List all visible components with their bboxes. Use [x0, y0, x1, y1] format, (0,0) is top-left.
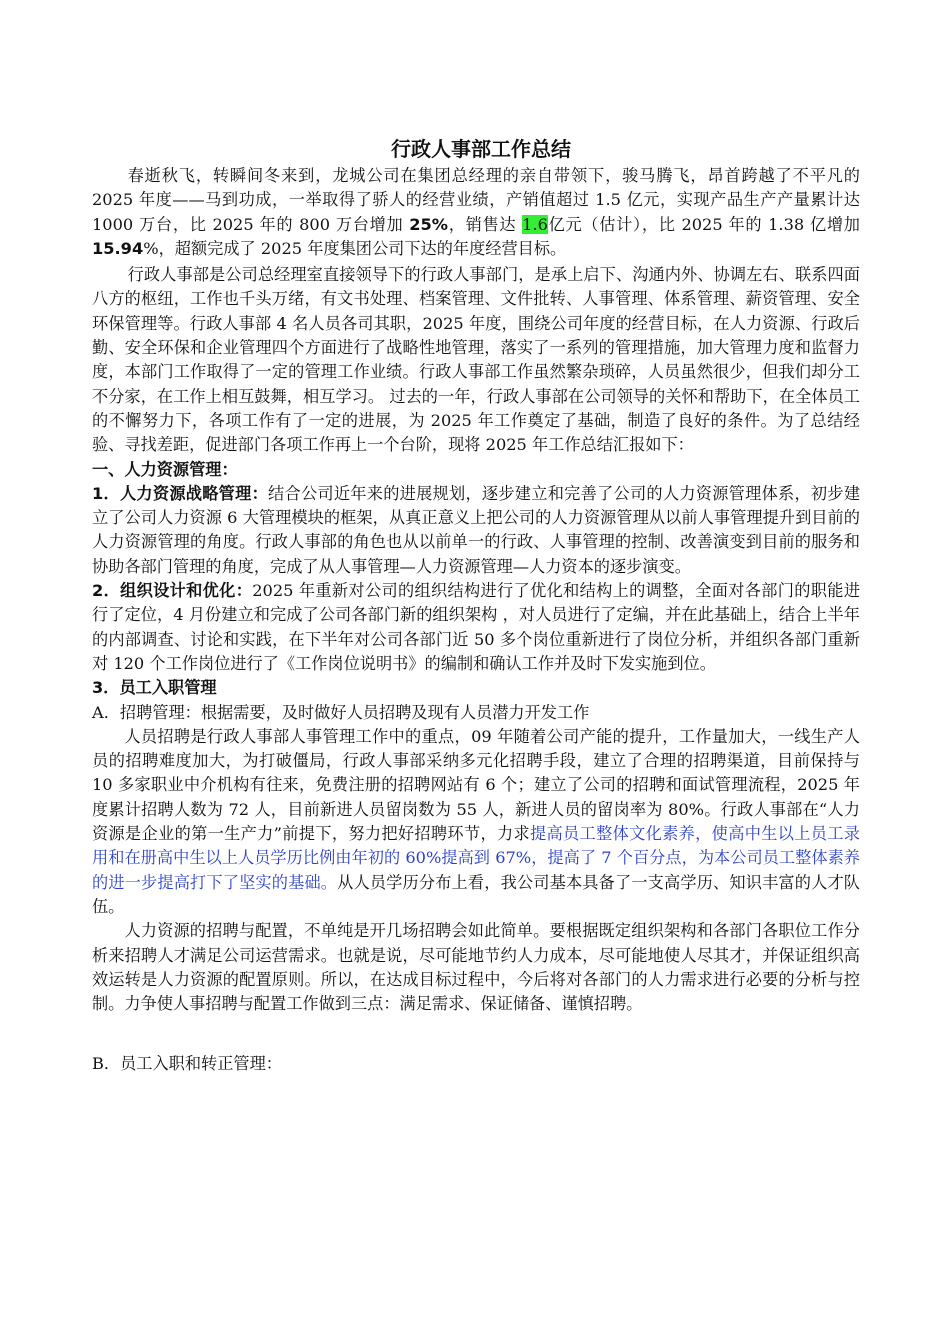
- intro-text-4: %，超额完成了 2025 年度集团公司下达的年度经营目标。: [143, 238, 567, 258]
- hr-strategy-label: 1．人力资源战略管理：: [92, 483, 269, 503]
- paragraph-gap: [92, 1016, 860, 1052]
- section-heading-hr: 一、人力资源管理：: [92, 459, 238, 479]
- document-body: [92, 134, 860, 1077]
- allocation-paragraph: 人力资源的招聘与配置，不单纯是开几场招聘会如此简单。要根据既定组织架构和各部门各职位工作分析来招聘人才满足公司运营需求。也就是说，尽可能地节约人力成本，尽可能地使人尽其才，并保证组织高效运转是人力资源的配置原则。所以，在达成目标过程中，今后将对各部门的人力需求进行必要的分析与控制。力争使人事招聘与配置工作做到三点：满足需求、保证储备、谨慎招聘。: [92, 921, 860, 1014]
- intro-text-2: ，销售达: [448, 214, 523, 234]
- growth-percent: 25%: [409, 214, 449, 234]
- onboarding-heading: 3．员工入职管理: [92, 678, 217, 698]
- hr-strategy-text: 结合公司近年来的进展规划，逐步建立和完善了公司的人力资源管理体系，初步建立了公司人力资源 6 大管理模块的框架，从真正意义上把公司的人力资源管理从以前人事管理提升到目前的人力资源管理的角度。行政人事部的角色也从以前单一的行政、人事管理的控制、改善演变到目前的服务和协助各部门管理的角度，完成了从人事管理—人力资源管理—人力资本的逐步演变。: [92, 483, 861, 576]
- org-design-text: 2025 年重新对公司的组织结构进行了优化和结构上的调整，全面对各部门的职能进行了定位，4 月份建立和完成了公司各部门新的组织架构 ，对人员进行了定编，并在此基础上，结合上半年的内部调查、讨论和实践，在下半年对公司各部门近 50 多个岗位重新进行了岗位分析，并组织各部门重新对 120 个工作岗位进行了《工作岗位说明书》的编制和确认工作并及时下发实施到位。: [92, 581, 861, 673]
- recruitment-paragraph: [92, 725, 860, 919]
- org-design-item: [92, 579, 860, 676]
- intro-text-1: 春逝秋飞，转瞬间冬来到，龙城公司在集团总经理的亲自带领下，骏马腾飞，昂首跨越了不平凡的 2025 年度——马到功成，一举取得了骄人的经营业绩，产销值超过 1.5 亿元，实现产品生产产量累计达 1000 万台，比 2025 年的 800 万台增加: [92, 166, 860, 234]
- recruitment-text-2: 从人员学历分布上看，我公司基本具备了一支高学历、知识丰富的人才队伍。: [92, 872, 860, 916]
- intro-text-3: 亿元（估计），比 2025 年的 1.38 亿增加: [547, 214, 860, 234]
- sales-growth-value: 15.94: [92, 238, 144, 258]
- intro-paragraph: [92, 164, 860, 261]
- highlighted-sales-value: 1.6: [522, 214, 548, 234]
- onboarding-confirmation-subheading: B．员工入职和转正管理：: [92, 1054, 282, 1074]
- page-title: 行政人事部工作总结: [391, 137, 571, 161]
- department-overview-paragraph: 行政人事部是公司总经理室直接领导下的行政人事部门，是承上启下、沟通内外、协调左右、联系四面八方的枢纽，工作也千头万绪，有文书处理、档案管理、文件批转、人事管理、体系管理、薪资管理、安全环保管理等。行政人事部 4 名人员各司其职，2025 年度，围绕公司年度的经营目标，在人力资源、行政后勤、安全环保和企业管理四个方面进行了战略性地管理，落实了一系列的管理措施，加大管理力度和监督力度，本部门工作取得了一定的管理工作业绩。行政人事部工作虽然繁杂琐碎，人员虽然很少，但我们却分工不分家，在工作上相互鼓舞，相互学习。 过去的一年，行政人事部在公司领导的关怀和帮助下，在全体员工的不懈努力下，各项工作有了一定的进展，为 2025 年工作奠定了基础，制造了良好的条件。为了总结经验、寻找差距，促进部门各项工作再上一个台阶，现将 2025 年工作总结汇报如下：: [92, 265, 860, 455]
- recruitment-blue-text: 提高员工整体文化素养，使高中生以上员工录用和在册高中生以上人员学历比例由年初的 60%提高到 67%，提高了 7 个百分点，为本公司员工整体素养的进一步提高打下了坚实的基础。: [92, 824, 860, 892]
- recruitment-subheading: A．招聘管理：根据需要，及时做好人员招聘及现有人员潜力开发工作: [92, 702, 590, 722]
- org-design-label: 2．组织设计和优化：: [92, 581, 253, 601]
- hr-strategy-item: [92, 482, 860, 579]
- recruitment-text-1: 人员招聘是行政人事部人事管理工作中的重点，09 年随着公司产能的提升，工作量加大，一线生产人员的招聘难度加大，为打破僵局，行政人事部采纳多元化招聘手段，建立了合理的招聘渠道，目前保持与 10 多家职业中介机构有往来，免费注册的招聘网站有 6 个；建立了公司的招聘和面试管理流程，2025 年度累计招聘人数为 72 人，目前新进人员留岗数为 55 人，新进人员的留岗率为 80%。行政人事部在“人力资源是企业的第一生产力”前提下，努力把好招聘环节，力求: [92, 726, 860, 844]
